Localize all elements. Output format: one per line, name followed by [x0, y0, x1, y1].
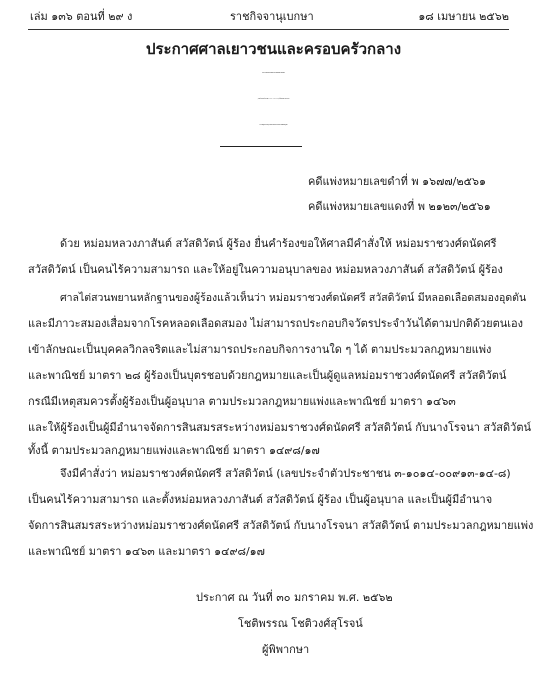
- paragraph-3-line: จัดการสินสมรสระหว่างหม่อมราชวงศ์ดนัดศรี สวัสดิวัตน์ กับนางโรจนา สวัสดิวัตน์ ตามประมวลกฎหมายแพ่ง: [28, 519, 534, 532]
- paragraph-2-line: กรณีมีเหตุสมควรตั้งผู้ร้องเป็นผู้อนุบาล ตามประมวลกฎหมายแพ่งและพาณิชย์ มาตรา ๑๔๖๓: [28, 395, 456, 408]
- publication-date: ๑๘ เมษายน ๒๕๖๒: [418, 10, 509, 23]
- header-divider: [28, 29, 509, 30]
- volume-issue: เล่ม ๑๓๖ ตอนที่ ๒๙ ง: [30, 10, 133, 23]
- paragraph-3-line: จึงมีคำสั่งว่า หม่อมราชวงศ์ดนัดศรี สวัสดิวัตน์ (เลขประจำตัวประชาชน ๓-๑๐๑๔-๐๐๙๑๓-๑๔-๘): [60, 467, 511, 480]
- gazette-header: [30, 8, 509, 26]
- red-case-number: คดีแพ่งหมายเลขแดงที่ พ ๒๑๒๓/๒๕๖๑: [308, 200, 491, 213]
- paragraph-3-line: เป็นคนไร้ความสามารถ และตั้งหม่อมหลวงภาสันต์ สวัสดิวัตน์ ผู้ร้อง เป็นผู้อนุบาล และเป็นผู้มีอำนาจ: [28, 493, 493, 506]
- subject-line: เรื่อง ศาลมีคำสั่งให้ หม่อมราชวงศ์ดนัดศรี สวัสดิวัตน์: [262, 73, 285, 74]
- paragraph-2-line: และมีภาวะสมองเสื่อมจากโรคหลอดเลือดสมอง ไม่สามารถประกอบกิจวัตรประจำวันได้ตามปกติด้วยตนเอง: [28, 317, 524, 330]
- judge-position: ผู้พิพากษา: [262, 643, 310, 656]
- title-separator: [220, 146, 302, 147]
- paragraph-2-line: ศาลไต่สวนพยานหลักฐานของผู้ร้องแล้วเห็นว่า หม่อมราชวงศ์ดนัดศรี สวัสดิวัตน์ มีหลอดเลือดสมองอุดตัน: [60, 292, 527, 304]
- paragraph-2-line: และให้ผู้ร้องเป็นผู้มีอำนาจจัดการสินสมรสระหว่างหม่อมราชวงศ์ดนัดศรี สวัสดิวัตน์ กับนางโรจนา สวัสดิวัตน์: [28, 421, 531, 434]
- paragraph-1-line: ด้วย หม่อมหลวงภาสันต์ สวัสดิวัตน์ ผู้ร้อง ยื่นคำร้องขอให้ศาลมีคำสั่งให้ หม่อมราชวงศ์ดนัดศรี: [60, 237, 497, 250]
- subject-line: และให้อยู่ในความอนุบาลของ หม่อมหลวงภาสันต์ สวัสดิวัตน์ ผู้ร้อง: [259, 125, 288, 126]
- paragraph-2-line: และพาณิชย์ มาตรา ๒๘ ผู้ร้องเป็นบุตรชอบด้วยกฎหมายและเป็นผู้ดูแลหม่อมราชวงศ์ดนัดศรี สวัสดิวัตน์: [28, 369, 507, 382]
- judge-name: โชติพรรณ โชติวงศ์สุโรจน์: [238, 617, 363, 630]
- paragraph-3-line: และพาณิชย์ มาตรา ๑๔๖๓ และมาตรา ๑๔๙๘/๑๗: [28, 545, 265, 558]
- subject-line: (เลขประจำตัวประชาชน ๓-๑๐๑๔-๐๐๙๑๓-๑๔-๘) เป็นคนไร้ความสามารถ: [257, 99, 290, 100]
- paragraph-1-line: สวัสดิวัตน์ เป็นคนไร้ความสามารถ และให้อยู่ในความอนุบาลของ หม่อมหลวงภาสันต์ สวัสดิวัตน์ ผู้ร้อง: [28, 263, 503, 276]
- paragraph-2-line: ทั้งนี้ ตามประมวลกฎหมายแพ่งและพาณิชย์ มาตรา ๑๔๙๘/๑๗: [28, 444, 320, 457]
- announcement-title: ประกาศศาลเยาวชนและครอบครัวกลาง: [145, 40, 402, 58]
- announcement-date: ประกาศ ณ วันที่ ๓๐ มกราคม พ.ศ. ๒๕๖๒: [196, 591, 393, 604]
- black-case-number: คดีแพ่งหมายเลขดำที่ พ ๑๖๗๗/๒๕๖๑: [308, 175, 486, 188]
- gazette-name: ราชกิจจานุเบกษา: [230, 10, 314, 23]
- paragraph-2-line: เข้าลักษณะเป็นบุคคลวิกลจริตและไม่สามารถประกอบกิจการงานใด ๆ ได้ ตามประมวลกฎหมายแพ่ง: [28, 343, 492, 356]
